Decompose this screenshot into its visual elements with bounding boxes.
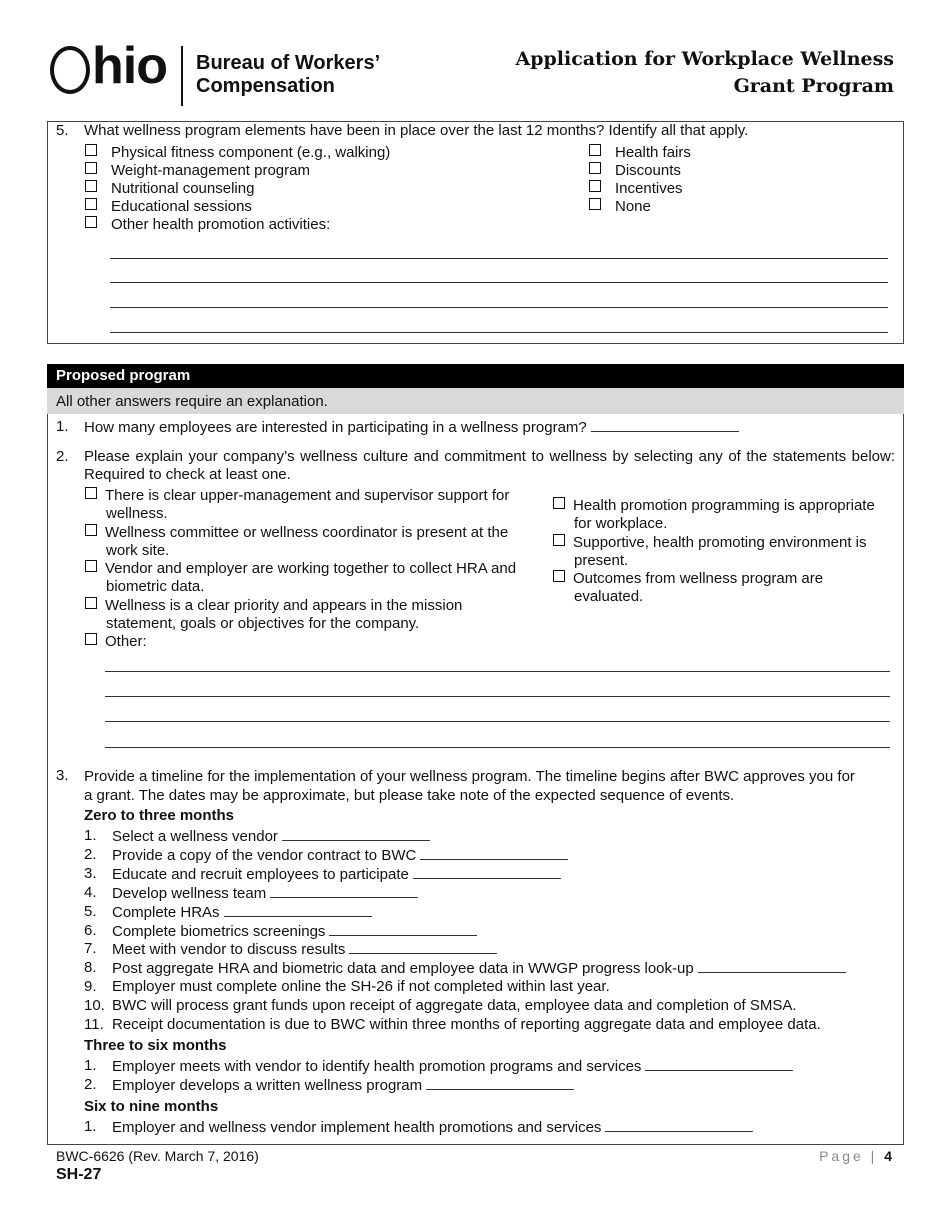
option-label: There is clear upper-management and supervisor support for [105, 487, 510, 504]
checkbox[interactable] [589, 162, 601, 174]
option-label: Vendor and employer are working together to collect HRA and [105, 560, 517, 578]
timeline-item [84, 922, 884, 940]
question-1: How many employees are interested in participating in a wellness program? [84, 418, 895, 436]
checkbox-option [85, 216, 330, 234]
item-text: Post aggregate HRA and biometric data and employee data in WWGP progress look-up [112, 959, 846, 978]
option-label: Outcomes from wellness program are [573, 570, 824, 588]
answer-line[interactable] [105, 671, 890, 672]
option-label: Health fairs [615, 144, 691, 161]
item-number: 9. [84, 978, 97, 996]
option-label: Other health promotion activities: [111, 216, 331, 233]
answer-line[interactable] [105, 696, 890, 697]
timeline-item [84, 997, 884, 1015]
item-number: 7. [84, 940, 97, 958]
item-text: Provide a copy of the vendor contract to BWC [112, 846, 568, 865]
checkbox[interactable] [85, 216, 97, 228]
checkbox[interactable] [589, 180, 601, 192]
item-number: 10. [84, 997, 105, 1015]
timeline-item [84, 903, 884, 921]
timeline-item [84, 1118, 884, 1136]
item-number: 11. [84, 1016, 104, 1033]
option-label: Wellness is a clear priority and appears in the mission [105, 596, 463, 614]
checkbox[interactable] [85, 597, 97, 609]
timeline-item [84, 940, 884, 958]
item-number: 2. [84, 1075, 97, 1093]
checkbox-option [553, 570, 823, 606]
timeline-item [84, 1076, 884, 1094]
checkbox-option [589, 162, 681, 180]
option-label-cont: work site. [106, 541, 170, 559]
question-2: Please explain your company’s wellness culture and commitment to wellness by selecting any of the statements below: Required to check at least one. [84, 448, 895, 483]
checkbox[interactable] [85, 198, 97, 210]
item-number: 1. [84, 1057, 97, 1074]
section-note: All other answers require an explanation. [47, 388, 904, 414]
date-field[interactable] [698, 959, 846, 973]
section-header: Proposed program [47, 364, 904, 388]
option-label-cont: for workplace. [574, 515, 668, 532]
date-field[interactable] [224, 903, 372, 917]
answer-line[interactable] [110, 307, 888, 308]
checkbox-option [85, 633, 147, 651]
timeline-item [84, 827, 884, 845]
date-field[interactable] [420, 846, 568, 860]
checkbox[interactable] [85, 487, 97, 499]
item-text: Employer meets with vendor to identify health promotion programs and services [112, 1057, 793, 1076]
checkbox-option [85, 180, 254, 198]
item-number: 1. [84, 1118, 97, 1135]
option-label: Nutritional counseling [111, 180, 255, 197]
checkbox-option [589, 180, 683, 198]
item-number: 4. [84, 883, 97, 901]
checkbox[interactable] [85, 144, 97, 156]
option-label: Weight-management program [111, 162, 310, 179]
agency-name: Bureau of Workers’ Compensation [196, 52, 381, 97]
option-label-cont: evaluated. [574, 588, 644, 606]
item-text: Complete HRAs [112, 903, 372, 922]
checkbox-option [85, 487, 509, 523]
form-id: SH-27 [56, 1166, 102, 1183]
date-field[interactable] [645, 1057, 793, 1071]
item-text: Employer and wellness vendor implement health promotions and services [112, 1118, 753, 1137]
option-label: Incentives [615, 180, 683, 197]
timeline-phase-title: Three to six months [84, 1037, 227, 1054]
question-text: What wellness program elements have been in place over the last 12 months? Identify all that apply. [84, 122, 749, 139]
date-field[interactable] [605, 1118, 753, 1132]
checkbox-option [589, 198, 651, 216]
question-3: Provide a timeline for the implementation of your wellness program. The timeline begins after BWC approves you for a grant. The dates may be approximate, but please take note of the expected sequence of events. [84, 768, 855, 804]
answer-line[interactable] [110, 258, 888, 259]
ohio-o-mark [50, 46, 90, 94]
answer-line[interactable] [105, 747, 890, 748]
answer-line[interactable] [110, 282, 888, 283]
timeline-phase-title: Six to nine months [84, 1098, 219, 1115]
date-field[interactable] [413, 865, 561, 879]
checkbox-option [589, 144, 691, 162]
item-number: 3. [84, 864, 97, 882]
option-label-cont: wellness. [106, 505, 168, 522]
option-label-cont: present. [574, 551, 629, 569]
timeline-item [84, 959, 884, 977]
date-field[interactable] [349, 940, 497, 954]
date-field[interactable] [329, 922, 477, 936]
timeline-item [84, 978, 884, 996]
checkbox[interactable] [85, 162, 97, 174]
option-label: None [615, 198, 651, 215]
option-label: Health promotion programming is appropriate [573, 497, 875, 514]
item-number: 8. [84, 959, 97, 977]
timeline-item [84, 846, 884, 864]
item-number: 2. [84, 845, 97, 863]
timeline-item [84, 1016, 884, 1034]
item-text: Employer must complete online the SH-26 if not completed within last year. [112, 978, 610, 996]
checkbox-option [85, 162, 310, 180]
timeline-item [84, 884, 884, 902]
answer-line[interactable] [110, 332, 888, 333]
checkbox[interactable] [85, 180, 97, 192]
form-title: Application for Workplace Wellness Grant Program [515, 48, 894, 97]
option-label: Other: [105, 633, 147, 651]
checkbox-option [553, 534, 867, 570]
checkbox[interactable] [589, 198, 601, 210]
checkbox-option [85, 560, 516, 596]
option-label: Discounts [615, 162, 681, 179]
item-number: 5. [84, 902, 97, 920]
option-label-cont: statement, goals or objectives for the company. [106, 614, 420, 632]
item-text: Select a wellness vendor [112, 827, 430, 846]
option-label: Supportive, health promoting environment is [573, 533, 867, 551]
checkbox[interactable] [85, 633, 97, 645]
item-text: Meet with vendor to discuss results [112, 940, 497, 959]
item-text: BWC will process grant funds upon receipt of aggregate data, employee data and completion of SMSA. [112, 997, 797, 1015]
item-text: Receipt documentation is due to BWC within three months of reporting aggregate data and employee data. [112, 1016, 821, 1033]
answer-line[interactable] [105, 721, 890, 722]
item-text: Complete biometrics screenings [112, 922, 477, 941]
item-text: Educate and recruit employees to participate [112, 865, 561, 884]
option-label: Physical fitness component (e.g., walking) [111, 144, 391, 161]
option-label: Educational sessions [111, 198, 252, 215]
logo-divider [181, 46, 183, 106]
ohio-logo: hio [50, 40, 167, 94]
option-label-cont: biometric data. [106, 578, 205, 596]
date-field[interactable] [282, 827, 430, 841]
form-revision: BWC-6626 (Rev. March 7, 2016) [56, 1148, 259, 1164]
checkbox-option [85, 198, 252, 216]
item-number: 6. [84, 921, 97, 939]
proposed-program-box: 1. How many employees are interested in participating in a wellness program? 2. Please explain your company’s wellness culture and commitment to wellness by selecting any of the statements below: Required to check at least one. There is clear upper-management and supervisor support for wellness. Wellness committee or wellness coordinator is present at the work site. Vendor and employer are working together to collect HRA and biometric data. Wellness is a clear priority and appears in the mission statement, goals or objectives for the company. Other: Health promotion programming is appropriate for workplace. Supportive, health promoting environment is present. Outcomes from wellness program are evaluated. 3. Provide a timeline for the implementation of your wellness program. The timeline begins after BWC approves you for a grant. The dates may be approximate, but please take note of the expected sequence of events. Zero to three months 1. Select a wellness vendor 2. Provide a copy of the vendor contract to BWC 3. Educate and recruit employees to participate 4. Develop wellness team 5. Complete HRAs 6. Complete biometrics screenings 7. Meet with vendor to discuss results 8. Post aggregate HRA and biometric data and employee data in WWGP progress look-up 9. Employer must complete online the SH-26 if not completed within last year. 10. BWC will process grant funds upon receipt of aggregate data, employee data and completion of SMSA. 11. Receipt documentation is due to BWC within three months of reporting aggregate data and employee data. Three to six months 1. Employer meets with vendor to identify health promotion programs and services 2. Employer develops a written wellness program Six to nine months 1. Employer and wellness vendor implement health promotions and services [47, 414, 904, 1145]
date-field[interactable] [270, 884, 418, 898]
option-label: Wellness committee or wellness coordinator is present at the [105, 523, 509, 541]
checkbox-option [85, 524, 508, 560]
page-number: Page | 4 [819, 1148, 892, 1164]
timeline-item [84, 1057, 884, 1075]
item-text: Employer develops a written wellness program [112, 1076, 574, 1095]
checkbox-option [85, 597, 462, 633]
checkbox[interactable] [553, 534, 565, 546]
checkbox-option [553, 497, 875, 533]
checkbox[interactable] [85, 524, 97, 536]
question-number: 5. [56, 122, 69, 139]
timeline-item [84, 865, 884, 883]
timeline-phase-title: Zero to three months [84, 807, 235, 824]
checkbox[interactable] [553, 570, 565, 582]
item-number: 1. [84, 827, 97, 844]
date-field[interactable] [426, 1076, 574, 1090]
question-5-box [47, 121, 904, 344]
checkbox[interactable] [589, 144, 601, 156]
item-text: Develop wellness team [112, 884, 418, 903]
checkbox[interactable] [85, 560, 97, 572]
checkbox[interactable] [553, 497, 565, 509]
checkbox-option [85, 144, 390, 162]
employee-count-field[interactable] [591, 418, 739, 432]
